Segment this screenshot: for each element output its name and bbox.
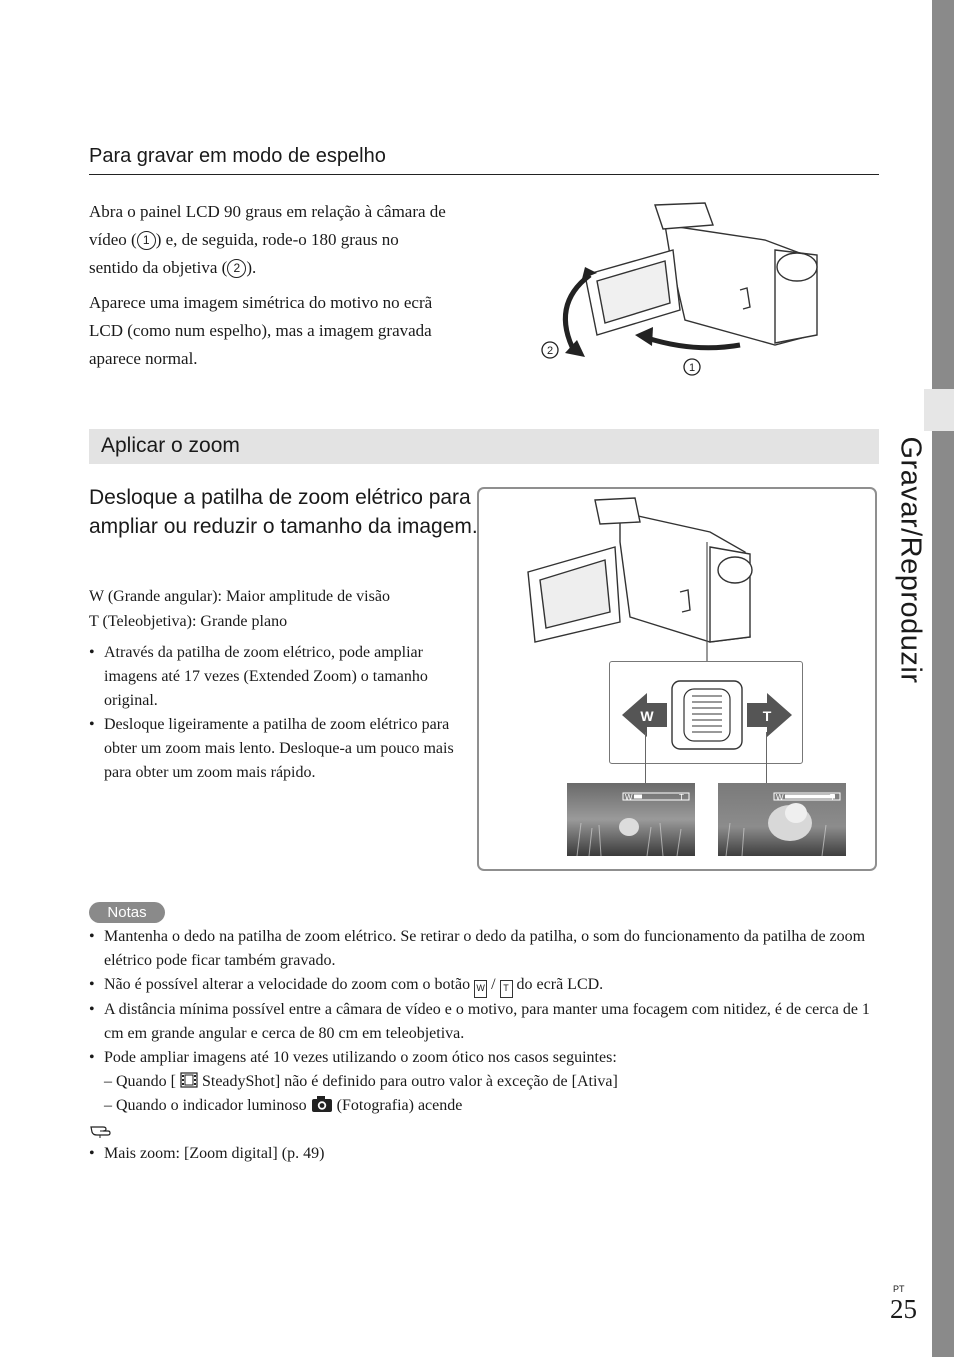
page-number: 25 — [890, 1294, 917, 1324]
note-item: • Não é possível alterar a velocidade do zoom com o botão W / T do ecrã LCD. — [89, 973, 889, 998]
camcorder-mirror-illustration — [535, 195, 825, 385]
zoom-t-button-icon: T — [500, 980, 513, 998]
zoom-subheading: Desloque a patilha de zoom elétrico para ampliar ou reduzir o tamanho da imagem. — [89, 486, 478, 538]
step-1-marker: 1 — [137, 231, 156, 250]
zoom-w-line: W (Grande angular): Maior amplitude de visão — [89, 588, 390, 605]
zoom-bullet: • Desloque ligeiramente a patilha de zoom elétrico para obter um zoom mais lento. Desloque-a um pouco mais para obter um zoom mais rápido. — [89, 713, 467, 785]
zoom-section-header: Aplicar o zoom — [89, 429, 879, 464]
w-label: W — [640, 708, 654, 724]
mirror-paragraph-1: Abra o painel LCD 90 graus em relação à câmara de vídeo ( 1 ) e, de seguida, rode-o 180 graus no sentido da objetiva ( 2 ). — [89, 202, 446, 277]
notes-block — [89, 925, 889, 1166]
side-bar — [932, 0, 954, 1357]
film-icon — [180, 1072, 198, 1088]
side-tab-label[interactable]: Gravar/Reproduzir — [894, 436, 927, 684]
see-also-row — [89, 1118, 889, 1142]
pointing-hand-icon — [89, 1121, 113, 1139]
step-2-marker: 2 — [227, 259, 246, 278]
note-item: • Pode ampliar imagens até 10 vezes utilizando o zoom ótico nos casos seguintes: — [89, 1046, 889, 1070]
photo-camera-icon — [311, 1095, 333, 1113]
note-dash-item: – Quando o indicador luminoso (Fotografia) acende — [104, 1097, 463, 1114]
thumb-w-label: W — [776, 793, 784, 802]
note-dash-item: – Quando [ SteadyShot] não é definido para outro valor à exceção de [Ativa] — [104, 1073, 618, 1090]
zoom-bullets — [89, 641, 467, 785]
w-connector — [645, 732, 646, 784]
zoom-t-line: T (Teleobjetiva): Grande plano — [89, 613, 288, 630]
note-item: • Mantenha o dedo na patilha de zoom elétrico. Se retirar o dedo da patilha, o som do funcionamento da patilha de zoom elétrico pode ficar também gravado. — [89, 925, 889, 973]
zoom-w-button-icon: W — [474, 980, 487, 998]
heading-rule — [89, 174, 879, 175]
thumb-w-label: W — [625, 793, 633, 802]
step-1-label: 1 — [688, 362, 696, 374]
thumb-t-label: T — [679, 793, 684, 802]
thumb-t-label: T — [830, 793, 835, 802]
page-language: PT — [893, 1284, 905, 1294]
zoom-bullet: • Através da patilha de zoom elétrico, pode ampliar imagens até 17 vezes (Extended Zoom) o tamanho original. — [89, 641, 467, 713]
t-connector — [766, 732, 767, 784]
telephoto-thumbnail — [718, 783, 846, 856]
side-tab-marker — [924, 389, 954, 431]
step-2-label: 2 — [546, 345, 554, 357]
mirror-paragraph-2: Aparece uma imagem simétrica do motivo no ecrã LCD (como num espelho), mas a imagem gravada aparece normal. — [89, 293, 433, 368]
camcorder-zoom-illustration — [520, 492, 760, 662]
note-item: • A distância mínima possível entre a câmara de vídeo e o motivo, para manter uma focagem com nitidez, é de cerca de 1 cm em grande angular e cerca de 80 cm em teleobjetiva. — [89, 998, 889, 1046]
mirror-heading: Para gravar em modo de espelho — [89, 145, 386, 167]
t-label: T — [762, 708, 772, 724]
see-also-item[interactable]: • Mais zoom: [Zoom digital] (p. 49) — [89, 1142, 889, 1166]
wide-angle-thumbnail — [567, 783, 695, 856]
zoom-lever-diagram — [612, 663, 802, 763]
notes-badge: Notas — [89, 902, 165, 923]
